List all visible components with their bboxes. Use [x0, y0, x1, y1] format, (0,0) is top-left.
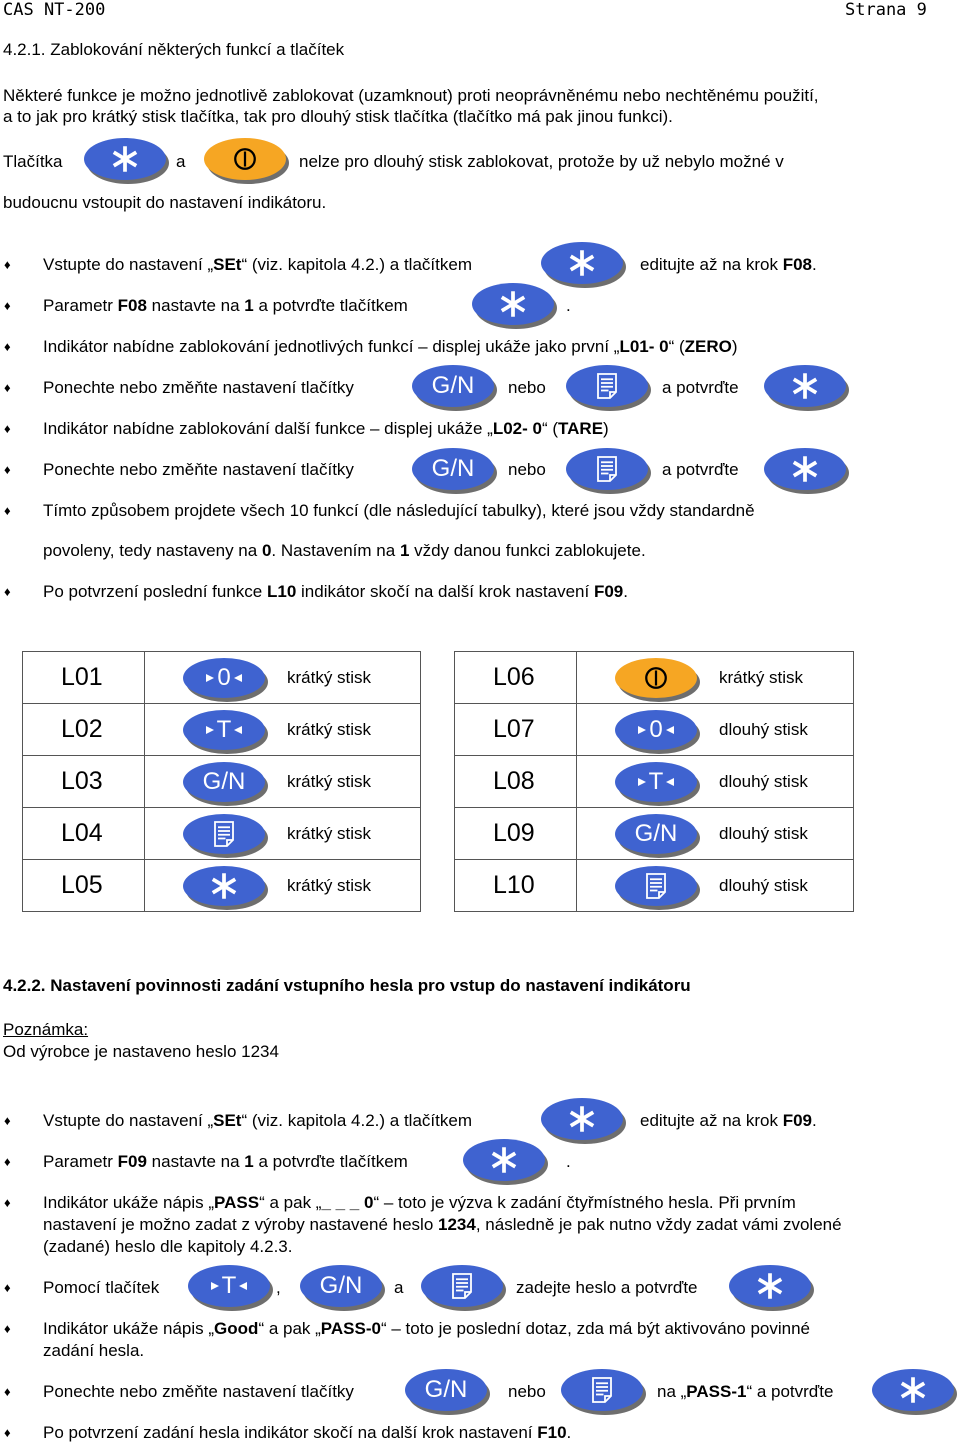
and-text: a — [394, 1278, 404, 1297]
section-title-422: 4.2.2. Nastavení povinnosti zadání vstupního hesla pro vstup do nastavení indikátoru — [3, 976, 691, 995]
press-type: dlouhý stisk — [719, 772, 808, 791]
gn-key-icon: G/N — [412, 448, 494, 490]
function-code: L09 — [493, 819, 535, 847]
enter-confirm-text: zadejte heslo a potvrďte — [516, 1278, 698, 1297]
step-set-f08: Parametr F08 nastavte na 1 a potvrďte tlačítkem — [43, 296, 408, 315]
section-title-421: 4.2.1. Zablokování některých funkcí a tlačítek — [3, 40, 345, 59]
star-key-icon — [463, 1139, 545, 1181]
bullet-icon: ♦ — [4, 421, 11, 436]
function-code: L08 — [493, 767, 535, 795]
step-pass-display: Indikátor ukáže nápis „PASS“ a pak „_ _ _ 0“ – toto je výzva k zadání čtyřmístného hesla. Při prvním — [43, 1193, 796, 1212]
press-type: dlouhý stisk — [719, 720, 808, 739]
step-set-f09: Parametr F09 nastavte na 1 a potvrďte tlačítkem — [43, 1152, 408, 1171]
print-key-icon — [615, 866, 697, 906]
gn-key-icon: G/N — [412, 365, 494, 407]
press-type: krátký stisk — [287, 824, 372, 843]
bullet-icon: ♦ — [4, 462, 11, 477]
zero-key-icon: 0 — [615, 710, 697, 750]
print-key-icon — [183, 814, 265, 854]
bullet-icon: ♦ — [4, 1154, 11, 1169]
bullet-icon: ♦ — [4, 339, 11, 354]
power-key-icon — [204, 138, 286, 180]
function-code: L06 — [493, 663, 535, 691]
star-key-icon — [541, 1098, 623, 1140]
table-row — [23, 756, 420, 808]
bullet-icon: ♦ — [4, 1280, 11, 1295]
table-row — [23, 704, 420, 756]
period: . — [566, 1152, 571, 1171]
table-row — [455, 860, 853, 912]
press-type: dlouhý stisk — [719, 876, 808, 895]
function-code: L05 — [61, 871, 103, 899]
bullet-icon: ♦ — [4, 1425, 11, 1440]
star-key-icon — [872, 1369, 954, 1411]
step-good-display: Indikátor ukáže nápis „Good“ a pak „PASS-0“ – toto je poslední dotaz, zda má být aktivováno povinné — [43, 1319, 810, 1338]
function-code: L02 — [61, 715, 103, 743]
bullet-icon: ♦ — [4, 1384, 11, 1399]
step-edit-to-f08: editujte až na krok F08. — [640, 255, 817, 274]
press-type: krátký stisk — [287, 668, 372, 687]
step-change-pass: Ponechte nebo změňte nastavení tlačítky — [43, 1382, 354, 1401]
star-key-icon — [764, 448, 846, 490]
step-next-f10: Po potvrzení zadání hesla indikátor skočí na další krok nastavení F10. — [43, 1423, 572, 1442]
step-all-functions: Tímto způsobem projdete všech 10 funkcí (dle následující tabulky), které jsou vždy standardně — [43, 501, 755, 520]
table-row — [455, 756, 853, 808]
table-row — [23, 860, 420, 912]
gn-key-icon: G/N — [405, 1369, 487, 1411]
tare-key-icon: T — [615, 762, 697, 802]
step-l02-display: Indikátor nabídne zablokování další funkce – displej ukáže „L02- 0“ (TARE) — [43, 419, 609, 438]
paragraph-intro-line1: Některé funkce je možno jednotlivě zablokovat (uzamknout) proti neoprávněnému nebo nechtěnému použití, — [3, 86, 819, 105]
or-text: nebo — [508, 460, 546, 479]
print-key-icon — [421, 1265, 503, 1307]
paragraph-intro-line2: a to jak pro krátký stisk tlačítka, tak pro dlouhý stisk tlačítka (tlačítko má pak jinou funkci). — [3, 107, 673, 126]
zero-key-icon: 0 — [183, 658, 265, 698]
function-code: L03 — [61, 767, 103, 795]
press-type: dlouhý stisk — [719, 824, 808, 843]
period: . — [566, 296, 571, 315]
press-type: krátký stisk — [287, 772, 372, 791]
step-edit-to-f09: editujte až na krok F09. — [640, 1111, 817, 1130]
function-code: L01 — [61, 663, 103, 691]
star-key-icon — [472, 283, 554, 325]
header-doc-name: CAS NT-200 — [3, 0, 106, 20]
print-key-icon — [561, 1369, 643, 1411]
table-row — [455, 652, 853, 704]
lock-table-left — [22, 651, 421, 912]
step-enter-settings: Vstupte do nastavení „SEt“ (viz. kapitola 4.2.) a tlačítkem — [43, 255, 472, 274]
star-key-icon — [183, 866, 265, 906]
note-label: Poznámka: — [3, 1020, 89, 1039]
step-l01-display: Indikátor nabídne zablokování jednotlivých funkcí – displej ukáže jako první „L01- 0“ (ZERO) — [43, 337, 738, 356]
print-key-icon — [566, 365, 648, 407]
bullet-icon: ♦ — [4, 298, 11, 313]
table-row — [23, 652, 420, 704]
print-key-icon — [566, 448, 648, 490]
comma: , — [276, 1278, 281, 1297]
function-code: L04 — [61, 819, 103, 847]
step-enter-settings-2: Vstupte do nastavení „SEt“ (viz. kapitola 4.2.) a tlačítkem — [43, 1111, 472, 1130]
tare-key-icon: T — [183, 710, 265, 750]
step-pass-display-line3: (zadané) heslo dle kapitoly 4.2.3. — [43, 1237, 293, 1256]
step-last-function: Po potvrzení poslední funkce L10 indikátor skočí na další krok nastavení F09. — [43, 582, 628, 601]
bullet-icon: ♦ — [4, 1195, 11, 1210]
table-row — [455, 808, 853, 860]
step-good-display-line2: zadání hesla. — [43, 1341, 145, 1360]
lock-table-right — [454, 651, 854, 912]
bullet-icon: ♦ — [4, 1321, 11, 1336]
step-pass-display-line2: nastavení je možno zadat z výroby nastavené heslo 1234, následně je pak nutno vždy zadat vámi zvolené — [43, 1215, 842, 1234]
function-code: L07 — [493, 715, 535, 743]
confirm-text: a potvrďte — [662, 378, 739, 397]
star-key-icon — [541, 242, 623, 284]
bullet-icon: ♦ — [4, 503, 11, 518]
paragraph-cannot-lock: nelze pro dlouhý stisk zablokovat, protože by už nebylo možné v — [299, 152, 784, 171]
star-key-icon — [764, 365, 846, 407]
star-key-icon — [84, 138, 166, 180]
bullet-icon: ♦ — [4, 257, 11, 272]
star-key-icon — [729, 1265, 811, 1307]
or-text: nebo — [508, 378, 546, 397]
header-page-number: Strana 9 — [845, 0, 927, 20]
bullet-icon: ♦ — [4, 1113, 11, 1128]
power-key-icon — [615, 658, 697, 698]
press-type: krátký stisk — [719, 668, 804, 687]
press-type: krátký stisk — [287, 720, 372, 739]
step-enter-password: Pomocí tlačítek — [43, 1278, 160, 1297]
table-row — [455, 704, 853, 756]
tare-key-icon: T — [188, 1265, 270, 1307]
table-row — [23, 808, 420, 860]
paragraph-cannot-lock-cont: budoucnu vstoupit do nastavení indikátoru. — [3, 193, 327, 212]
pass1-confirm: na „PASS-1“ a potvrďte — [657, 1382, 834, 1401]
step-change-setting: Ponechte nebo změňte nastavení tlačítky — [43, 378, 354, 397]
note-text: Od výrobce je nastaveno heslo 1234 — [3, 1042, 279, 1061]
step-all-functions-cont: povoleny, tedy nastaveny na 0. Nastavením na 1 vždy danou funkci zablokujete. — [43, 541, 646, 560]
press-type: krátký stisk — [287, 876, 372, 895]
bullet-icon: ♦ — [4, 584, 11, 599]
gn-key-icon: G/N — [300, 1265, 382, 1307]
confirm-text: a potvrďte — [662, 460, 739, 479]
or-text: nebo — [508, 1382, 546, 1401]
gn-key-icon: G/N — [615, 814, 697, 854]
step-change-setting-2: Ponechte nebo změňte nastavení tlačítky — [43, 460, 354, 479]
function-code: L10 — [493, 871, 535, 899]
paragraph-buttons-label: Tlačítka — [3, 152, 63, 171]
bullet-icon: ♦ — [4, 380, 11, 395]
paragraph-and: a — [176, 152, 186, 171]
gn-key-icon: G/N — [183, 762, 265, 802]
